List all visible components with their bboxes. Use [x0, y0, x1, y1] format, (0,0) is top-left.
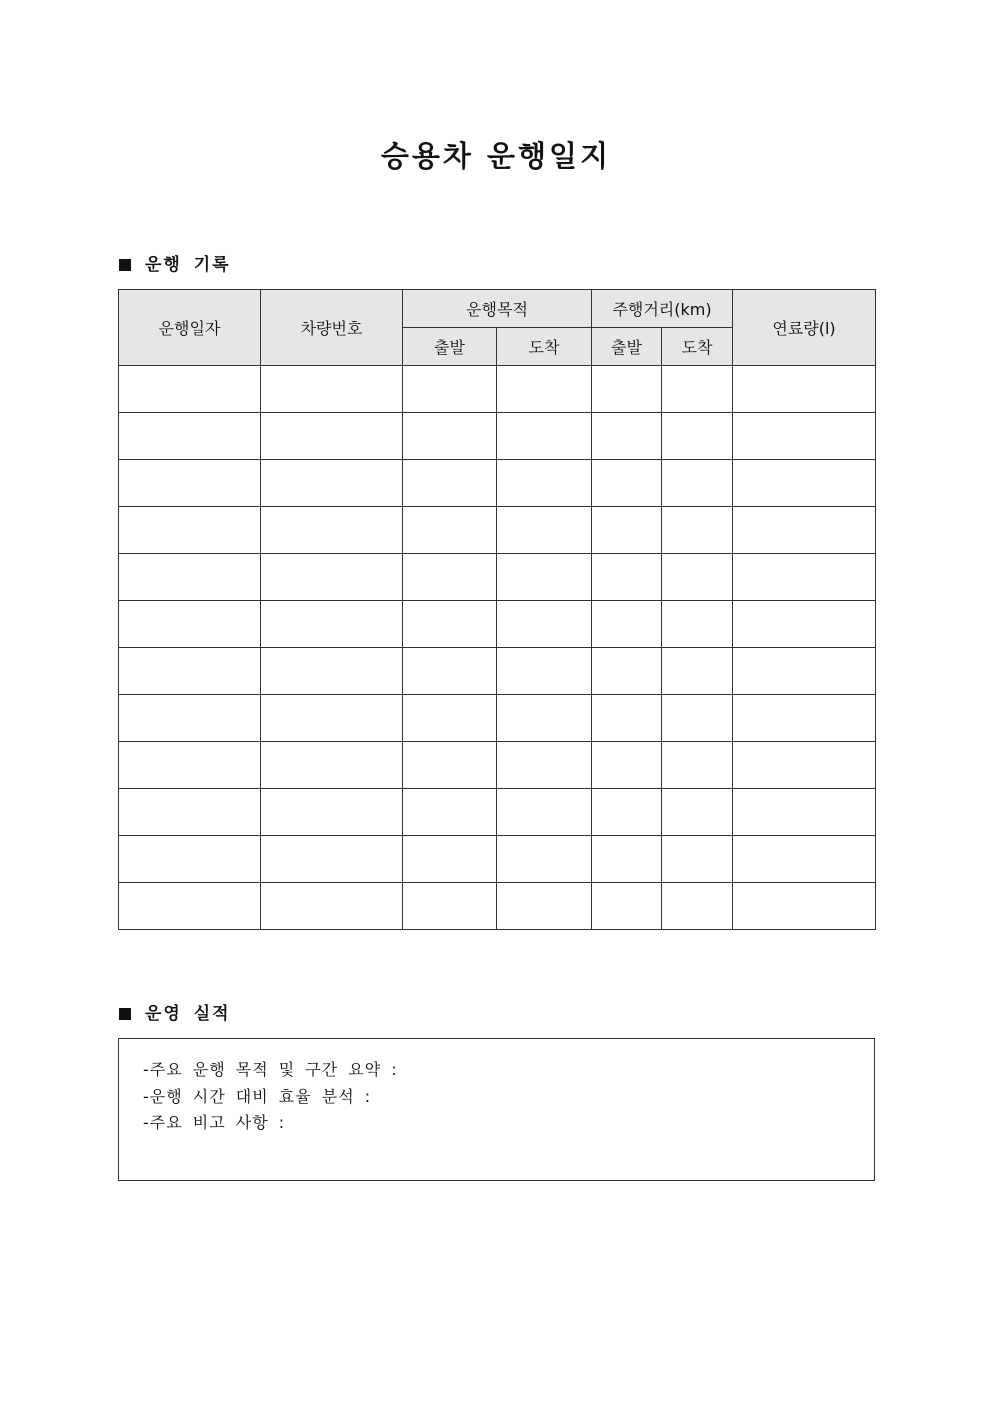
header-distance: 주행거리(km): [592, 290, 733, 328]
table-row: [119, 695, 876, 742]
cell-distance-arrival[interactable]: [662, 507, 733, 554]
square-bullet-icon: [119, 259, 131, 271]
cell-date[interactable]: [119, 883, 261, 930]
header-purpose-arrival: 도착: [497, 328, 592, 366]
table-row: [119, 413, 876, 460]
cell-fuel[interactable]: [733, 836, 876, 883]
cell-distance-departure[interactable]: [592, 883, 662, 930]
cell-distance-arrival[interactable]: [662, 366, 733, 413]
cell-purpose-departure[interactable]: [403, 789, 497, 836]
cell-purpose-arrival[interactable]: [497, 789, 592, 836]
cell-purpose-departure[interactable]: [403, 601, 497, 648]
cell-distance-departure[interactable]: [592, 742, 662, 789]
cell-purpose-departure[interactable]: [403, 366, 497, 413]
cell-vehicle-number[interactable]: [261, 789, 403, 836]
table-row: [119, 460, 876, 507]
cell-purpose-departure[interactable]: [403, 695, 497, 742]
cell-date[interactable]: [119, 554, 261, 601]
header-distance-departure: 출발: [592, 328, 662, 366]
cell-purpose-arrival[interactable]: [497, 695, 592, 742]
cell-distance-departure[interactable]: [592, 601, 662, 648]
header-distance-arrival: 도착: [662, 328, 733, 366]
results-item-efficiency-analysis: -운행 시간 대비 효율 분석 :: [143, 1086, 372, 1106]
section-heading-label: 운행 기록: [145, 255, 231, 275]
section-heading-records: [119, 253, 231, 277]
cell-purpose-departure[interactable]: [403, 507, 497, 554]
header-purpose: 운행목적: [403, 290, 592, 328]
cell-vehicle-number[interactable]: [261, 601, 403, 648]
table-row: [119, 601, 876, 648]
cell-vehicle-number[interactable]: [261, 507, 403, 554]
cell-distance-arrival[interactable]: [662, 883, 733, 930]
cell-vehicle-number[interactable]: [261, 366, 403, 413]
cell-purpose-arrival[interactable]: [497, 742, 592, 789]
results-item-remarks: -주요 비고 사항 :: [143, 1113, 286, 1132]
cell-purpose-departure[interactable]: [403, 413, 497, 460]
cell-date[interactable]: [119, 836, 261, 883]
cell-date[interactable]: [119, 507, 261, 554]
cell-distance-departure[interactable]: [592, 554, 662, 601]
table-row: [119, 789, 876, 836]
header-date: 운행일자: [119, 290, 261, 366]
cell-distance-departure[interactable]: [592, 648, 662, 695]
cell-fuel[interactable]: [733, 742, 876, 789]
cell-fuel[interactable]: [733, 648, 876, 695]
cell-fuel[interactable]: [733, 366, 876, 413]
cell-vehicle-number[interactable]: [261, 883, 403, 930]
cell-purpose-departure[interactable]: [403, 554, 497, 601]
cell-fuel[interactable]: [733, 507, 876, 554]
page-title: 승용차 운행일지: [380, 139, 612, 173]
cell-purpose-arrival[interactable]: [497, 507, 592, 554]
cell-fuel[interactable]: [733, 554, 876, 601]
cell-date[interactable]: [119, 695, 261, 742]
cell-distance-arrival[interactable]: [662, 601, 733, 648]
table-row: [119, 507, 876, 554]
cell-date[interactable]: [119, 366, 261, 413]
table-row: [119, 836, 876, 883]
section-heading-results: [119, 1002, 231, 1026]
driving-log-table: [118, 289, 876, 930]
cell-fuel[interactable]: [733, 883, 876, 930]
cell-vehicle-number[interactable]: [261, 648, 403, 695]
cell-purpose-arrival[interactable]: [497, 601, 592, 648]
cell-purpose-departure[interactable]: [403, 742, 497, 789]
cell-vehicle-number[interactable]: [261, 742, 403, 789]
cell-date[interactable]: [119, 460, 261, 507]
square-bullet-icon: [119, 1008, 131, 1020]
cell-distance-departure[interactable]: [592, 836, 662, 883]
cell-purpose-arrival[interactable]: [497, 413, 592, 460]
cell-fuel[interactable]: [733, 695, 876, 742]
cell-purpose-departure[interactable]: [403, 883, 497, 930]
cell-vehicle-number[interactable]: [261, 695, 403, 742]
cell-distance-arrival[interactable]: [662, 460, 733, 507]
section-heading-label: 운영 실적: [145, 1004, 231, 1024]
table-row: [119, 883, 876, 930]
cell-purpose-departure[interactable]: [403, 460, 497, 507]
cell-fuel[interactable]: [733, 601, 876, 648]
cell-vehicle-number[interactable]: [261, 554, 403, 601]
header-purpose-departure: 출발: [403, 328, 497, 366]
cell-distance-arrival[interactable]: [662, 413, 733, 460]
cell-distance-departure[interactable]: [592, 413, 662, 460]
cell-distance-departure[interactable]: [592, 366, 662, 413]
cell-fuel[interactable]: [733, 413, 876, 460]
results-list: [119, 1039, 874, 1137]
cell-distance-arrival[interactable]: [662, 836, 733, 883]
cell-distance-arrival[interactable]: [662, 789, 733, 836]
cell-vehicle-number[interactable]: [261, 413, 403, 460]
cell-distance-arrival[interactable]: [662, 648, 733, 695]
cell-date[interactable]: [119, 789, 261, 836]
table-row: [119, 366, 876, 413]
cell-purpose-arrival[interactable]: [497, 648, 592, 695]
cell-date[interactable]: [119, 601, 261, 648]
table-body: [119, 366, 876, 930]
cell-distance-arrival[interactable]: [662, 695, 733, 742]
table-row: [119, 742, 876, 789]
table-row: [119, 648, 876, 695]
cell-distance-arrival[interactable]: [662, 742, 733, 789]
cell-fuel[interactable]: [733, 460, 876, 507]
cell-vehicle-number[interactable]: [261, 836, 403, 883]
cell-purpose-arrival[interactable]: [497, 883, 592, 930]
results-box: [118, 1038, 875, 1181]
cell-distance-departure[interactable]: [592, 695, 662, 742]
cell-fuel[interactable]: [733, 789, 876, 836]
results-item-purpose-summary: -주요 운행 목적 및 구간 요약 :: [143, 1060, 398, 1079]
cell-distance-departure[interactable]: [592, 507, 662, 554]
header-fuel: 연료량(l): [733, 290, 876, 366]
cell-distance-departure[interactable]: [592, 460, 662, 507]
cell-purpose-arrival[interactable]: [497, 460, 592, 507]
cell-purpose-arrival[interactable]: [497, 366, 592, 413]
cell-purpose-departure[interactable]: [403, 648, 497, 695]
cell-date[interactable]: [119, 742, 261, 789]
cell-distance-departure[interactable]: [592, 789, 662, 836]
cell-purpose-departure[interactable]: [403, 836, 497, 883]
cell-purpose-arrival[interactable]: [497, 836, 592, 883]
cell-date[interactable]: [119, 648, 261, 695]
cell-distance-arrival[interactable]: [662, 554, 733, 601]
cell-vehicle-number[interactable]: [261, 460, 403, 507]
cell-purpose-arrival[interactable]: [497, 554, 592, 601]
header-vehicle-number: 차량번호: [261, 290, 403, 366]
cell-date[interactable]: [119, 413, 261, 460]
table-row: [119, 554, 876, 601]
